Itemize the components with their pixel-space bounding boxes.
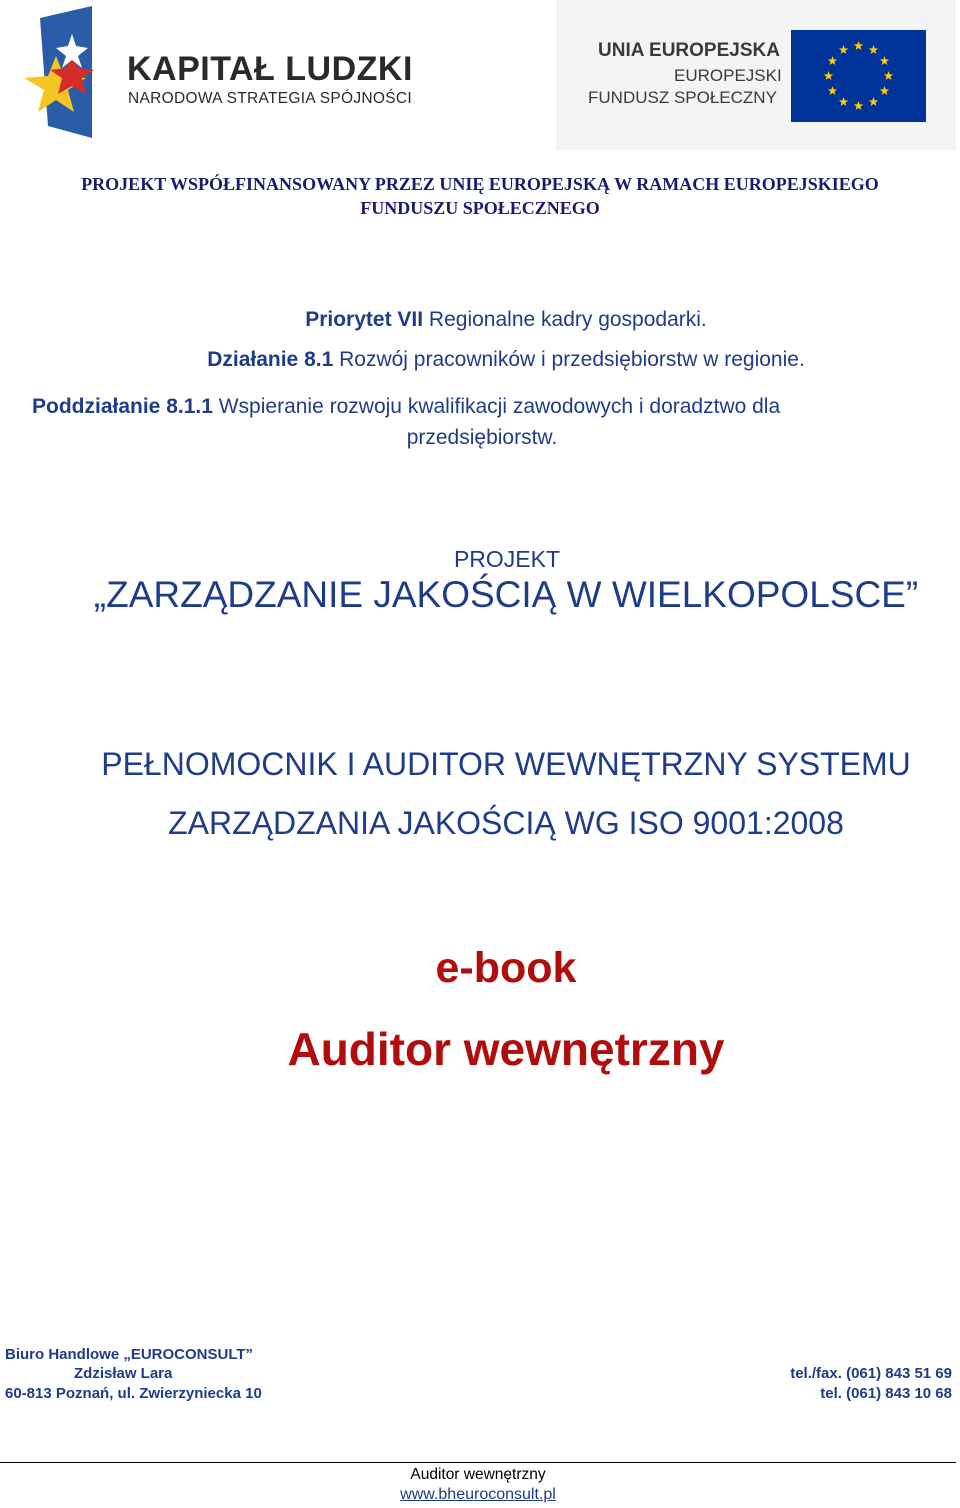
- eu-flag-icon: [791, 30, 926, 122]
- priority-label: Priorytet VII: [305, 308, 424, 331]
- eu-logo-line1: UNIA EUROPEJSKA: [598, 40, 780, 61]
- project-title: „ZARZĄDZANIE JAKOŚCIĄ W WIELKOPOLSCE”: [93, 574, 919, 615]
- subaction-line: [32, 391, 932, 453]
- eu-logo-line3: FUNDUSZ SPOŁECZNY: [588, 88, 777, 107]
- kapital-ludzki-subtitle: NARODOWA STRATEGIA SPÓJNOŚCI: [128, 90, 412, 107]
- course-title-line2: ZARZĄDZANIA JAKOŚCIĄ WG ISO 9001:2008: [168, 805, 844, 841]
- action-line: [0, 348, 960, 372]
- footer-title: Auditor wewnętrzny: [410, 1466, 546, 1483]
- subaction-continuation: przedsiębiorstw.: [406, 426, 558, 449]
- contact-phone: tel. (061) 843 10 68: [820, 1385, 952, 1402]
- priority-line: [0, 308, 960, 332]
- subaction-label: Poddziałanie 8.1.1: [32, 395, 213, 418]
- cofinance-line1: PROJEKT WSPÓŁFINANSOWANY PRZEZ UNIĘ EUROPEJSKĄ W RAMACH EUROPEJSKIEGO: [81, 174, 879, 194]
- eu-logo-line2: EUROPEJSKI: [674, 66, 782, 85]
- footer-website-link[interactable]: www.bheuroconsult.pl: [400, 1486, 556, 1503]
- project-label: PROJEKT: [453, 546, 561, 572]
- contact-name: Zdzisław Lara: [74, 1365, 173, 1382]
- kapital-ludzki-title: KAPITAŁ LUDZKI: [127, 50, 413, 88]
- course-title-line1: PEŁNOMOCNIK I AUDITOR WEWNĘTRZNY SYSTEMU: [101, 746, 911, 782]
- cofinance-notice: [0, 172, 960, 220]
- contact-address: 60-813 Poznań, ul. Zwierzyniecka 10: [5, 1385, 262, 1402]
- contact-fax: tel./fax. (061) 843 51 69: [790, 1365, 952, 1382]
- ebook-title: Auditor wewnętrzny: [287, 1023, 725, 1075]
- footer-divider: [0, 1462, 956, 1463]
- action-text: Rozwój pracowników i przedsiębiorstw w regionie.: [333, 348, 805, 371]
- contact-office: Biuro Handlowe „EUROCONSULT”: [5, 1346, 254, 1363]
- action-label: Działanie 8.1: [207, 348, 334, 371]
- priority-text: Regionalne kadry gospodarki.: [423, 308, 707, 331]
- cofinance-line2: FUNDUSZU SPOŁECZNEGO: [360, 198, 600, 218]
- subaction-text: Wspieranie rozwoju kwalifikacji zawodowych i doradztwo dla: [212, 395, 781, 418]
- ebook-label: e-book: [435, 944, 577, 992]
